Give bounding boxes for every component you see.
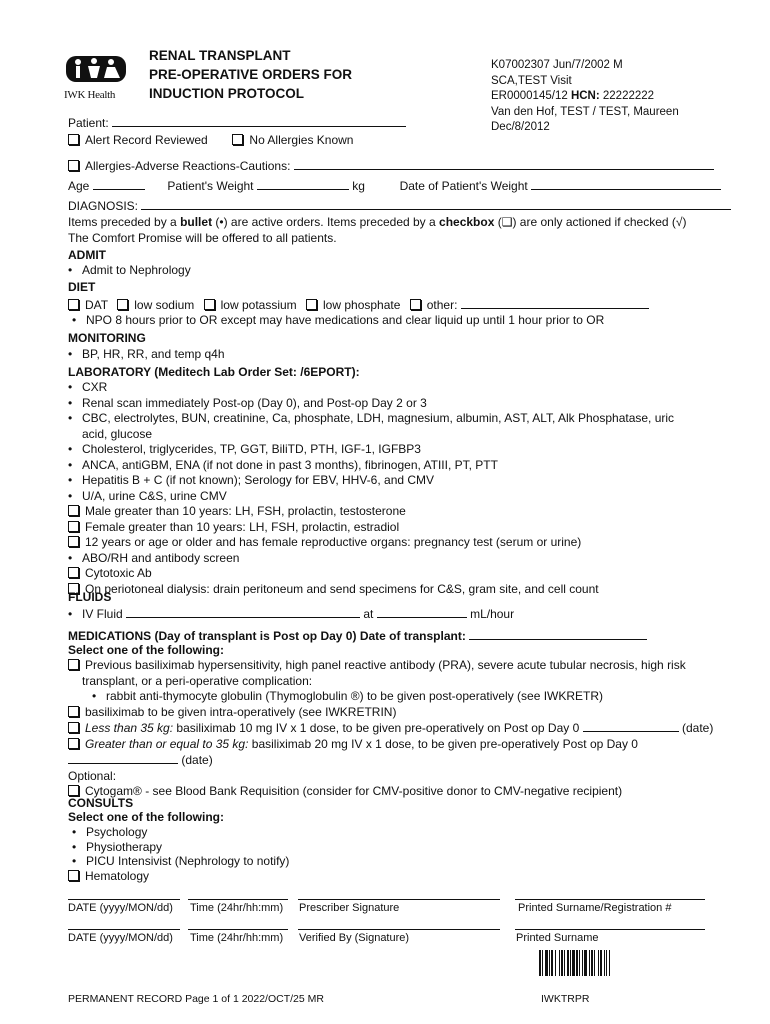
list-item: • rabbit anti-thymocyte globulin (Thymoglobulin ®) to be given post-operatively (see IWKRETR) bbox=[92, 689, 604, 703]
list-item: • Renal scan immediately Post-op (Day 0), and Post-op Day 2 or 3 bbox=[68, 395, 427, 410]
diet-low-sodium-checkbox[interactable] bbox=[117, 299, 128, 310]
logo-mark bbox=[64, 52, 128, 86]
less-than-35kg-checkbox[interactable] bbox=[68, 722, 79, 733]
age-weight-row: Age Patient's Weight kg Date of Patient's Weight bbox=[68, 178, 721, 195]
list-item: Male greater than 10 years: LH, FSH, prolactin, testosterone bbox=[68, 504, 674, 520]
list-item: • Physiotherapy bbox=[72, 839, 163, 854]
instructions: Items preceded by a bullet (•) are active orders. Items preceded by a checkbox (❑) are only actioned if checked (√) bbox=[68, 215, 687, 229]
footer-right: IWKTRPR bbox=[541, 993, 590, 1005]
consults-list bbox=[72, 825, 289, 869]
list-item: (date) bbox=[68, 752, 713, 769]
sig-line-printed-surname[interactable] bbox=[515, 929, 705, 930]
diagnosis-row: DIAGNOSIS: bbox=[68, 198, 731, 215]
list-item: • U/A, urine C&S, urine CMV bbox=[68, 488, 227, 503]
no-allergies-checkbox[interactable] bbox=[232, 134, 243, 145]
sig-label: DATE (yyyy/MON/dd) bbox=[68, 932, 173, 944]
list-item: Previous basiliximab hypersensitivity, high panel reactive antibody (PRA), severe acute tubular necrosis, high risk bbox=[68, 658, 713, 674]
title-line-1: RENAL TRANSPLANT bbox=[149, 48, 291, 63]
medications-heading: MEDICATIONS (Day of transplant is Post op Day 0) Date of transplant: bbox=[68, 628, 647, 645]
list-item: transplant, or a peri-operative complication: bbox=[82, 673, 313, 688]
iv-rate-field[interactable] bbox=[377, 606, 467, 618]
list-item: • CXR bbox=[68, 380, 108, 394]
logo-org-text: IWK Health bbox=[64, 89, 116, 101]
medications-select: Select one of the following: bbox=[68, 643, 224, 657]
monitoring-heading: MONITORING bbox=[68, 331, 146, 345]
list-item: Cytogam® - see Blood Bank Requisition (consider for CMV-positive donor to CMV-negative recipient) bbox=[68, 784, 713, 800]
lab-list bbox=[68, 380, 674, 597]
sig-line-date-2[interactable] bbox=[68, 929, 180, 930]
basiliximab-intraop-checkbox[interactable] bbox=[68, 706, 79, 717]
patient-provider-line: Van den Hof, TEST / TEST, Maureen bbox=[491, 105, 679, 118]
pregnancy-test-checkbox[interactable] bbox=[68, 536, 79, 547]
alert-record-checkbox[interactable] bbox=[68, 134, 79, 145]
patient-id-line: K07002307 Jun/7/2002 M bbox=[491, 59, 623, 71]
barcode-icon bbox=[539, 950, 643, 976]
allergies-checkbox[interactable] bbox=[68, 160, 79, 171]
patient-visit-line: SCA,TEST Visit bbox=[491, 74, 572, 87]
list-item: Less than 35 kg: basiliximab 10 mg IV x 1 dose, to be given pre-operatively on Post op Day 0 (date) bbox=[68, 720, 713, 737]
list-item: • CBC, electrolytes, BUN, creatinine, Ca, phosphate, LDH, magnesium, albumin, AST, ALT, Alk Phosphatase, uric bbox=[68, 411, 675, 425]
greater-35kg-date-field[interactable] bbox=[68, 752, 178, 764]
title-line-2: PRE-OPERATIVE ORDERS FOR bbox=[149, 67, 353, 82]
allergies-field[interactable] bbox=[294, 158, 714, 170]
diet-low-phosphate-checkbox[interactable] bbox=[306, 299, 317, 310]
greater-35kg-checkbox[interactable] bbox=[68, 738, 79, 749]
patient-label-block bbox=[491, 58, 679, 136]
consults-select: Select one of the following: bbox=[68, 810, 224, 824]
sig-line-time-2[interactable] bbox=[188, 929, 288, 930]
patient-date-line: Dec/8/2012 bbox=[491, 121, 550, 133]
sig-line-printed-surname-reg[interactable] bbox=[515, 899, 705, 900]
previous-basiliximab-checkbox[interactable] bbox=[68, 659, 79, 670]
male-labs-checkbox[interactable] bbox=[68, 505, 79, 516]
list-item: • Hepatitis B + C (if not known); Serology for EBV, HHV-6, and CMV bbox=[68, 473, 435, 487]
diet-other-field[interactable] bbox=[461, 297, 649, 309]
list-item: • Cholesterol, triglycerides, TP, GGT, BiliTD, PTH, IGF-1, IGFBP3 bbox=[68, 442, 421, 456]
less-than-35kg-date-field[interactable] bbox=[583, 720, 679, 732]
diagnosis-field[interactable] bbox=[141, 198, 731, 210]
diet-other-checkbox[interactable] bbox=[410, 299, 421, 310]
weight-date-field[interactable] bbox=[531, 178, 721, 190]
patient-row: Patient: bbox=[68, 115, 406, 132]
consults-heading: CONSULTS bbox=[68, 796, 134, 810]
sig-label: Prescriber Signature bbox=[299, 902, 400, 914]
monitoring-item: • BP, HR, RR, and temp q4h bbox=[68, 347, 225, 361]
list-item: • PICU Intensivist (Nephrology to notify) bbox=[72, 854, 290, 868]
list-item: basiliximab to be given intra-operatively (see IWKRETRIN) bbox=[68, 705, 713, 721]
admit-item: • Admit to Nephrology bbox=[68, 263, 191, 277]
sig-line-time-1[interactable] bbox=[188, 899, 288, 900]
list-item: • ABO/RH and antibody screen bbox=[68, 550, 240, 565]
admit-heading: ADMIT bbox=[68, 248, 106, 262]
npo-item: • NPO 8 hours prior to OR except may have medications and clear liquid up until 1 hour prior to OR bbox=[72, 313, 605, 327]
allergies-row: Allergies-Adverse Reactions-Cautions: bbox=[68, 158, 714, 175]
sig-label: DATE (yyyy/MON/dd) bbox=[68, 902, 173, 914]
list-item: • ANCA, antiGBM, ENA (if not done in past 3 months), fibrinogen, ATIII, PT, PTT bbox=[68, 457, 498, 472]
iv-fluid-row: • IV Fluid at mL/hour bbox=[68, 607, 515, 621]
diet-low-potassium-checkbox[interactable] bbox=[204, 299, 215, 310]
diet-dat-checkbox[interactable] bbox=[68, 299, 79, 310]
sig-label: Printed Surname bbox=[516, 932, 599, 944]
sig-line-date-1[interactable] bbox=[68, 899, 180, 900]
age-field[interactable] bbox=[93, 178, 145, 190]
cytogam-checkbox[interactable] bbox=[68, 785, 79, 796]
list-item: Cytotoxic Ab bbox=[68, 566, 674, 582]
medications-list bbox=[68, 658, 713, 800]
weight-field[interactable] bbox=[257, 178, 349, 190]
transplant-date-field[interactable] bbox=[469, 628, 647, 640]
iv-fluid-field[interactable] bbox=[126, 606, 360, 618]
fluids-heading: FLUIDS bbox=[68, 590, 112, 604]
sig-label: Time (24hr/hh:mm) bbox=[190, 902, 284, 914]
sig-label: Time (24hr/hh:mm) bbox=[190, 932, 284, 944]
footer-left: PERMANENT RECORD Page 1 of 1 2022/OCT/25 MR bbox=[68, 993, 324, 1005]
title-line-3: INDUCTION PROTOCOL bbox=[149, 86, 304, 101]
list-item: On periotoneal dialysis: drain peritoneum and send specimens for C&S, gram site, and cell count bbox=[68, 582, 674, 598]
hematology-checkbox[interactable] bbox=[68, 870, 79, 881]
sig-label: Printed Surname/Registration # bbox=[518, 902, 672, 914]
patient-er-line: ER0000145/12 HCN: 22222222 bbox=[491, 90, 655, 102]
sig-line-prescriber[interactable] bbox=[298, 899, 500, 900]
diet-options: DAT low sodium low potassium low phosphate other: bbox=[68, 297, 649, 314]
hematology-row: Hematology bbox=[68, 869, 149, 885]
cytotoxic-ab-checkbox[interactable] bbox=[68, 567, 79, 578]
patient-name-field[interactable] bbox=[112, 115, 406, 127]
list-item: Greater than or equal to 35 kg: basiliximab 20 mg IV x 1 dose, to be given pre-operatively Post op Day 0 bbox=[68, 737, 713, 753]
female-labs-checkbox[interactable] bbox=[68, 521, 79, 532]
list-item: 12 years or age or older and has female reproductive organs: pregnancy test (serum or urine) bbox=[68, 535, 674, 551]
logo bbox=[64, 52, 130, 100]
list-item: Optional: bbox=[68, 768, 117, 783]
list-item: • Psychology bbox=[72, 825, 148, 839]
sig-line-verified[interactable] bbox=[298, 929, 500, 930]
list-item: acid, glucose bbox=[82, 426, 153, 441]
comfort-promise: The Comfort Promise will be offered to all patients. bbox=[68, 231, 337, 245]
diet-heading: DIET bbox=[68, 280, 96, 294]
alert-row: Alert Record Reviewed No Allergies Known bbox=[68, 133, 353, 149]
sig-label: Verified By (Signature) bbox=[299, 932, 410, 944]
form-title bbox=[149, 46, 352, 103]
list-item: Female greater than 10 years: LH, FSH, prolactin, estradiol bbox=[68, 520, 674, 536]
lab-heading: LABORATORY (Meditech Lab Order Set: /6EPORT): bbox=[68, 365, 360, 379]
